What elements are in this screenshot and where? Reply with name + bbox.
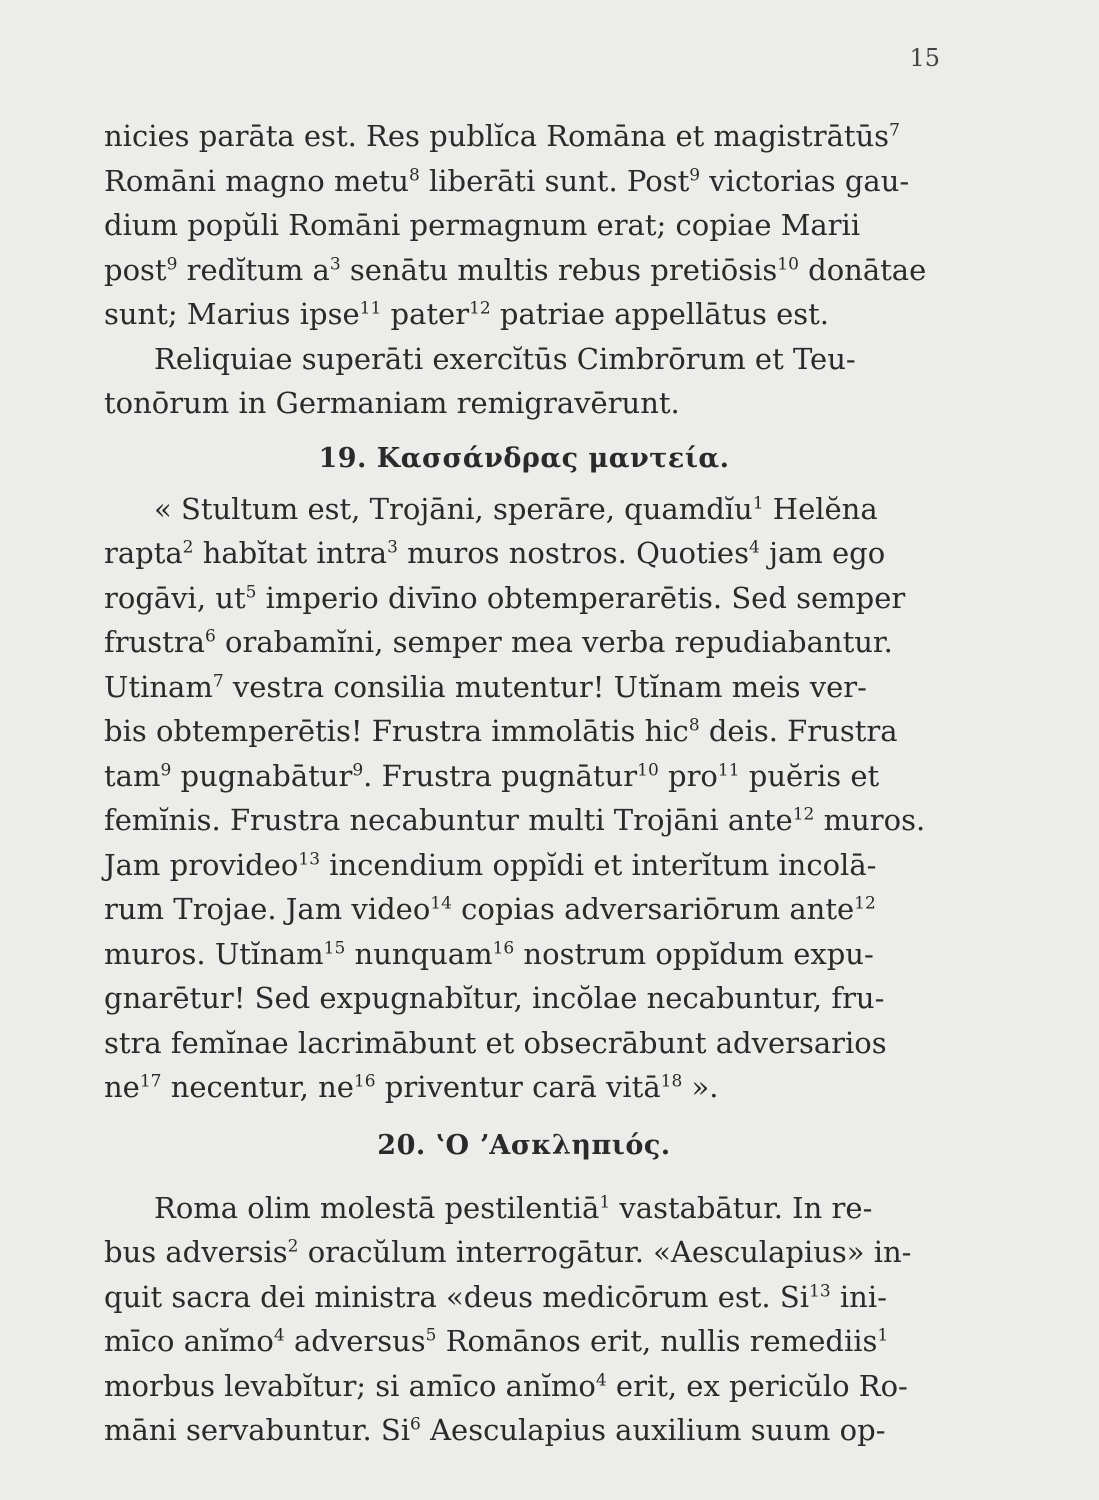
- text-run: vastabātur. In re-: [610, 1190, 873, 1225]
- footnote-marker: 13: [298, 848, 321, 869]
- footnote-marker: 6: [204, 626, 216, 647]
- text-run: nostrum oppĭdum expu-: [514, 936, 874, 971]
- text-run: « Stultum est, Trojāni, sperāre, quamdĭu: [154, 491, 753, 526]
- text-run: pater: [381, 297, 470, 331]
- text-line: [104, 976, 944, 1021]
- footnote-marker: 2: [182, 537, 194, 558]
- footnote-marker: 16: [353, 1071, 376, 1092]
- text-run: māni servabuntur. Si: [104, 1413, 411, 1447]
- footnote-marker: 7: [212, 670, 224, 691]
- text-line: [104, 1364, 944, 1409]
- footnote-marker: 1: [752, 492, 764, 513]
- footnote-marker: 3: [329, 253, 341, 274]
- text-run: oracŭlum interrogātur. «Aesculapius» in-: [298, 1235, 912, 1269]
- text-run: rogāvi, ut: [104, 580, 246, 615]
- footnote-marker: 5: [245, 581, 257, 602]
- text-run: stra femĭnae lacrimābunt et obsecrābunt adversarios: [104, 1025, 887, 1060]
- text-run: Roma olim molestā pestilentiā: [154, 1190, 600, 1225]
- text-run: quit sacra dei ministra «deus medicōrum est. Si: [104, 1279, 810, 1314]
- text-run: tonōrum in Germaniam remigravērunt.: [104, 386, 680, 420]
- footnote-marker: 4: [748, 537, 760, 558]
- footnote-marker: 9: [689, 164, 701, 185]
- text-line: [104, 798, 944, 843]
- footnote-marker: 5: [425, 1325, 437, 1346]
- text-run: copias adversariōrum ante: [451, 892, 855, 926]
- text-line: [104, 337, 944, 382]
- text-run: morbus levabĭtur; si amīco anĭmo: [104, 1368, 596, 1403]
- text-run: pro: [658, 758, 718, 793]
- text-line: [104, 248, 944, 293]
- footnote-marker: 12: [469, 298, 491, 319]
- footnote-marker: 9: [352, 759, 364, 780]
- text-run: adversus: [284, 1324, 426, 1358]
- text-run: ini-: [830, 1279, 887, 1314]
- footnote-marker: 12: [792, 804, 815, 825]
- text-line: [104, 487, 944, 532]
- footnote-marker: 11: [359, 298, 382, 319]
- text-line: [104, 1408, 944, 1453]
- text-run: vestra consilia mutentur! Utĭnam meis ver-: [223, 669, 867, 704]
- footnote-marker: 6: [410, 1414, 421, 1435]
- text-run: jam ego: [759, 536, 886, 570]
- text-run: Aesculapius auxilium suum op-: [420, 1413, 886, 1447]
- text-run: 20. ʽΟ ʼΑσκληπιός.: [377, 1129, 671, 1161]
- footnote-marker: 13: [809, 1280, 831, 1301]
- text-run: sunt; Marius ipse: [104, 297, 360, 331]
- text-run: erit, ex pericŭlo Ro-: [606, 1368, 908, 1403]
- text-run: pugnabātur: [171, 758, 353, 793]
- footnote-marker: 4: [595, 1369, 607, 1390]
- text-run: imperio divīno obtemperarētis. Sed semper: [256, 580, 906, 615]
- text-run: bis obtemperētis! Frustra immolātis hic: [104, 714, 689, 748]
- section-heading: [104, 1110, 944, 1186]
- text-run: Jam provideo: [104, 847, 299, 882]
- text-run: habĭtat intra: [193, 536, 388, 570]
- text-run: mīco anĭmo: [104, 1324, 274, 1358]
- text-run: nicies parāta est. Res publĭca Romāna et magistrātūs: [104, 119, 890, 153]
- text-run: incendium oppĭdi et interĭtum incolā-: [320, 847, 877, 882]
- footnote-marker: 15: [323, 937, 346, 958]
- text-run: puĕris et: [739, 758, 880, 793]
- text-run: dium popŭli Romāni permagnum erat; copiae Marii: [104, 208, 861, 242]
- text-line: [104, 159, 944, 204]
- text-run: Romāni magno metu: [104, 163, 409, 198]
- text-line: [104, 531, 944, 576]
- text-run: victorias gau-: [700, 163, 910, 198]
- footnote-marker: 10: [637, 759, 659, 780]
- text-line: [104, 887, 944, 932]
- footnote-marker: 4: [273, 1325, 285, 1346]
- text-line: [104, 292, 944, 337]
- footnote-marker: 10: [777, 253, 799, 274]
- text-run: orabamĭni, semper mea verba repudiabantur.: [215, 625, 893, 659]
- text-run: 19. Κασσάνδρας μαντεία.: [318, 442, 730, 474]
- text-line: [104, 1319, 944, 1364]
- text-run: nunquam: [345, 936, 493, 971]
- text-run: femĭnis. Frustra necabuntur multi Trojāni ante: [104, 803, 793, 837]
- footnote-marker: 2: [287, 1236, 299, 1257]
- footnote-marker: 9: [160, 759, 172, 780]
- text-line: [104, 932, 944, 977]
- text-line: [104, 709, 944, 754]
- text-line: [104, 620, 944, 665]
- text-run: redĭtum a: [177, 252, 330, 287]
- text-run: deis. Frustra: [699, 714, 898, 748]
- text-run: muros. Utĭnam: [104, 936, 324, 971]
- body-text: [104, 114, 944, 1453]
- text-run: liberāti sunt. Post: [419, 163, 690, 198]
- footnote-marker: 16: [492, 937, 515, 958]
- text-run: muros nostros. Quoties: [397, 536, 749, 570]
- footnote-marker: 17: [139, 1071, 162, 1092]
- text-run: Helĕna: [763, 491, 878, 526]
- text-line: [104, 114, 944, 159]
- text-run: Romānos erit, nullis remediis: [436, 1324, 878, 1358]
- text-run: rapta: [104, 536, 183, 570]
- footnote-marker: 7: [889, 120, 900, 141]
- footnote-marker: 12: [854, 893, 876, 914]
- text-run: . Frustra pugnātur: [363, 758, 638, 793]
- text-run: senātu multis rebus pretiōsis: [340, 252, 778, 287]
- text-run: donātae: [798, 252, 927, 287]
- text-line: [104, 754, 944, 799]
- text-run: muros.: [814, 803, 926, 837]
- footnote-marker: 8: [408, 164, 420, 185]
- text-run: ».: [682, 1070, 719, 1104]
- text-line: [104, 1186, 944, 1231]
- footnote-marker: 3: [387, 537, 398, 558]
- footnote-marker: 14: [430, 893, 452, 914]
- text-run: tam: [104, 758, 161, 793]
- text-run: bus adversis: [104, 1235, 288, 1269]
- text-run: ne: [104, 1070, 140, 1104]
- text-run: rum Trojae. Jam video: [104, 892, 431, 926]
- text-line: [104, 203, 944, 248]
- footnote-marker: 1: [877, 1325, 889, 1346]
- text-run: Reliquiae superāti exercĭtūs Cimbrōrum et Teu-: [154, 341, 856, 376]
- text-line: [104, 1021, 944, 1066]
- text-run: gnarētur! Sed expugnabĭtur, incŏlae necabuntur, fru-: [104, 981, 885, 1015]
- text-line: [104, 1065, 944, 1110]
- footnote-marker: 9: [166, 253, 178, 274]
- text-line: [104, 1275, 944, 1320]
- section-heading: [104, 426, 944, 487]
- footnote-marker: 11: [717, 759, 740, 780]
- text-line: [104, 576, 944, 621]
- text-line: [104, 665, 944, 710]
- text-line: [104, 381, 944, 426]
- footnote-marker: 18: [660, 1071, 683, 1092]
- text-line: [104, 1230, 944, 1275]
- footnote-marker: 1: [599, 1191, 611, 1212]
- text-line: [104, 843, 944, 888]
- text-run: post: [104, 252, 167, 287]
- page-number: 15: [909, 44, 940, 72]
- text-run: frustra: [104, 625, 205, 659]
- footnote-marker: 8: [688, 715, 700, 736]
- text-run: patriae appellātus est.: [490, 297, 830, 331]
- text-run: priventur carā vitā: [375, 1070, 661, 1104]
- text-run: Utinam: [104, 669, 213, 704]
- text-run: necentur, ne: [161, 1070, 354, 1104]
